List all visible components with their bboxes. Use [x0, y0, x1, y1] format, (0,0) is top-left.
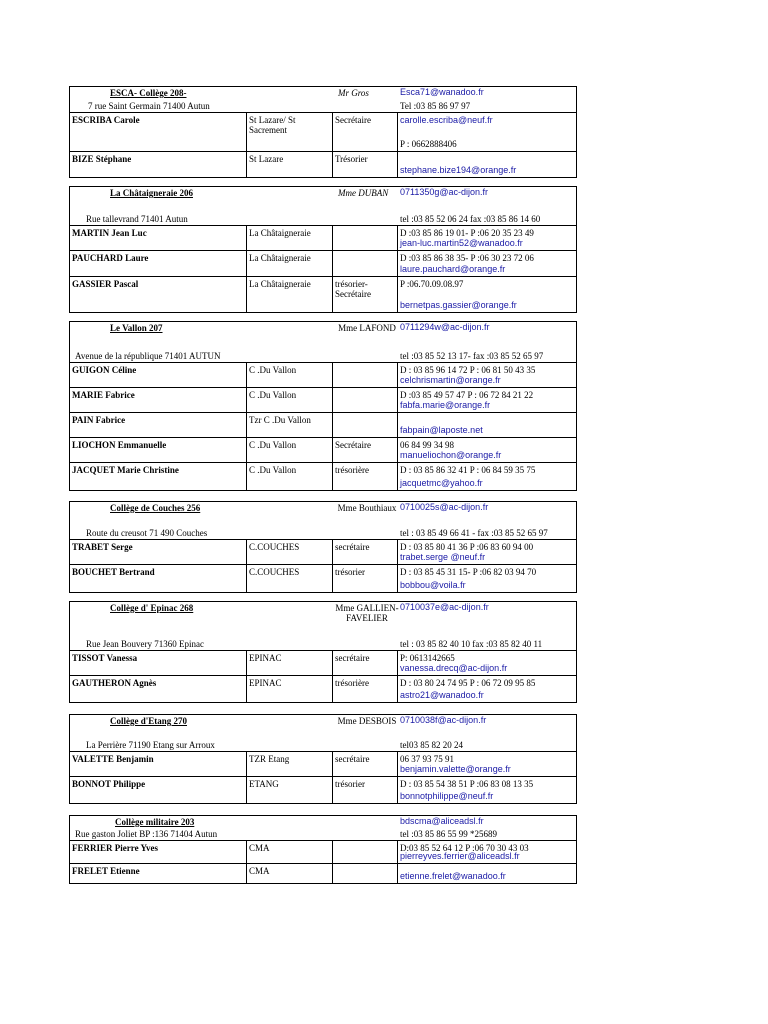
column-divider: [397, 651, 398, 675]
member-row: [70, 864, 576, 883]
column-divider: [332, 438, 333, 462]
college-phone: tel :03 85 52 06 24 fax :03 85 86 14 60: [400, 214, 541, 224]
member-name: FRELET Etienne: [72, 866, 140, 876]
college-address: Rue Jean Bouvery 71360 Epinac: [86, 639, 204, 649]
college-title: Collège d' Epinac 268: [110, 603, 194, 613]
member-row: [70, 388, 576, 413]
college-email[interactable]: 0710038f@ac-dijon.fr: [400, 715, 487, 725]
member-contact: D:03 85 52 64 12 P :06 70 30 43 03: [400, 843, 529, 853]
member-contact-2[interactable]: astro21@wanadoo.fr: [400, 690, 484, 700]
college-email[interactable]: 0711350g@ac-dijon.fr: [400, 187, 489, 197]
column-divider: [397, 676, 398, 702]
member-contact[interactable]: carolle.escriba@neuf.fr: [400, 115, 493, 125]
member-name: MARTIN Jean Luc: [72, 228, 147, 238]
column-divider: [246, 226, 247, 250]
member-school: St Lazare: [249, 154, 284, 164]
member-row: [70, 438, 576, 463]
member-role: Secrétaire: [335, 115, 371, 125]
column-divider: [397, 540, 398, 564]
member-contact-2[interactable]: fabfa.marie@orange.fr: [400, 400, 491, 410]
column-divider: [246, 463, 247, 490]
principal-name: Mme DESBOIS: [337, 716, 397, 726]
column-divider: [246, 841, 247, 863]
column-divider: [246, 676, 247, 702]
member-contact: D : 03 85 54 38 51 P :06 83 08 13 35: [400, 779, 534, 789]
member-row: [70, 363, 576, 388]
member-contact-2: P : 0662888406: [400, 139, 457, 149]
college-block: [69, 86, 577, 178]
column-divider: [332, 676, 333, 702]
member-name: MARIE Fabrice: [72, 390, 135, 400]
member-contact: D : 03 85 45 31 15- P :06 82 03 94 70: [400, 567, 537, 577]
member-name: BONNOT Philippe: [72, 779, 146, 789]
member-contact-2[interactable]: vanessa.drecq@ac-dijon.fr: [400, 663, 508, 673]
principal-name: Mr Gros: [338, 88, 369, 98]
member-name: TISSOT Vanessa: [72, 653, 138, 663]
column-divider: [397, 565, 398, 592]
member-contact[interactable]: etienne.frelet@wanadoo.fr: [400, 871, 506, 881]
college-address: Rue gaston Joliet BP :136 71404 Autun: [75, 829, 218, 839]
column-divider: [246, 152, 247, 177]
member-school: ETANG: [249, 779, 279, 789]
member-name: BOUCHET Bertrand: [72, 567, 155, 577]
member-contact-2[interactable]: bobbou@voila.fr: [400, 580, 466, 590]
column-divider: [246, 540, 247, 564]
college-phone: tel :03 85 52 13 17- fax :03 85 52 65 97: [400, 351, 544, 361]
member-contact-2[interactable]: bonnotphilippe@neuf.fr: [400, 791, 494, 801]
member-contact-2[interactable]: bernetpas.gassier@orange.fr: [400, 300, 517, 310]
member-contact-2[interactable]: jacquetmc@yahoo.fr: [400, 478, 483, 488]
member-contact-2[interactable]: manueliochon@orange.fr: [400, 450, 502, 460]
member-name: PAUCHARD Laure: [72, 253, 149, 263]
member-name: VALETTE Benjamin: [72, 754, 154, 764]
college-email[interactable]: 0711294w@ac-dijon.fr: [400, 322, 490, 332]
member-row: [70, 565, 576, 592]
principal-name: Mme LAFOND: [338, 323, 396, 333]
college-header: [70, 816, 576, 841]
column-divider: [246, 752, 247, 776]
member-role: secrétaire: [335, 542, 370, 552]
column-divider: [332, 226, 333, 250]
college-address: La Perrière 71190 Etang sur Arroux: [86, 740, 215, 750]
member-contact: D :03 85 49 57 47 P : 06 72 84 21 22: [400, 390, 534, 400]
member-school: La Châtaigneraie: [249, 279, 311, 289]
column-divider: [332, 277, 333, 312]
column-divider: [332, 841, 333, 863]
column-divider: [397, 752, 398, 776]
college-header: [70, 715, 576, 752]
member-school: C .Du Vallon: [249, 390, 297, 400]
college-address: Rue tallevrand 71401 Autun: [86, 214, 188, 224]
member-row: [70, 777, 576, 803]
member-school: EPINAC: [249, 678, 282, 688]
member-row: [70, 463, 576, 490]
member-row: [70, 152, 576, 177]
college-address: Avenue de la république 71401 AUTUN: [75, 351, 221, 361]
member-school: La Châtaigneraie: [249, 228, 311, 238]
member-role: trésorier: [335, 779, 365, 789]
member-role: trésorier: [335, 567, 365, 577]
member-name: PAIN Fabrice: [72, 415, 126, 425]
college-email[interactable]: Esca71@wanadoo.fr: [400, 87, 484, 97]
column-divider: [246, 777, 247, 803]
member-row: [70, 277, 576, 312]
member-name: GASSIER Pascal: [72, 279, 139, 289]
member-contact[interactable]: fabpain@laposte.net: [400, 425, 483, 435]
column-divider: [332, 864, 333, 883]
member-contact-2[interactable]: celchrismartin@orange.fr: [400, 375, 501, 385]
member-name: GAUTHERON Agnès: [72, 678, 157, 688]
member-role: secrétaire: [335, 653, 370, 663]
member-contact: D :03 85 86 19 01- P :06 20 35 23 49: [400, 228, 534, 238]
column-divider: [397, 152, 398, 177]
member-contact-2[interactable]: trabet.serge @neuf.fr: [400, 552, 486, 562]
college-block: [69, 321, 577, 491]
column-divider: [332, 413, 333, 437]
member-school: C .Du Vallon: [249, 465, 297, 475]
column-divider: [397, 438, 398, 462]
college-phone: tel03 85 82 20 24: [400, 740, 463, 750]
member-contact: D :03 85 86 38 35- P :06 30 23 72 06: [400, 253, 534, 263]
member-role: trésorier-Secrétaire: [335, 279, 371, 299]
college-title: La Châtaigneraie 206: [110, 188, 193, 198]
member-name: LIOCHON Emmanuelle: [72, 440, 167, 450]
column-divider: [397, 463, 398, 490]
college-phone: tel : 03 85 82 40 10 fax :03 85 82 40 11: [400, 639, 543, 649]
member-school: TZR Etang: [249, 754, 290, 764]
member-row: [70, 413, 576, 438]
college-email[interactable]: 0710037e@ac-dijon.fr: [400, 602, 489, 612]
column-divider: [332, 540, 333, 564]
college-phone: tel :03 85 86 55 99 *25689: [400, 829, 497, 839]
college-block: [69, 815, 577, 884]
member-role: trésorière: [335, 678, 369, 688]
column-divider: [397, 841, 398, 863]
column-divider: [397, 363, 398, 387]
column-divider: [332, 388, 333, 412]
column-divider: [332, 752, 333, 776]
college-header: [70, 322, 576, 363]
column-divider: [246, 651, 247, 675]
member-school: C.COUCHES: [249, 567, 300, 577]
column-divider: [332, 651, 333, 675]
column-divider: [332, 463, 333, 490]
column-divider: [332, 113, 333, 151]
college-email[interactable]: 0710025s@ac-dijon.fr: [400, 502, 489, 512]
member-school: St Lazare/ St Sacrement: [249, 115, 296, 135]
column-divider: [397, 113, 398, 151]
college-phone: Tel :03 85 86 97 97: [400, 101, 471, 111]
member-role: Secrétaire: [335, 440, 371, 450]
college-title: Collège militaire 203: [115, 817, 195, 827]
member-contact: D : 03 85 86 32 41 P : 06 84 59 35 75: [400, 465, 536, 475]
member-name: ESCRIBA Carole: [72, 115, 140, 125]
member-contact: P: 0613142665: [400, 653, 455, 663]
member-row: [70, 676, 576, 702]
college-title: ESCA- Collège 208-: [110, 88, 187, 98]
college-address: Route du creusot 71 490 Couches: [86, 528, 208, 538]
member-name: BIZE Stéphane: [72, 154, 132, 164]
member-school: EPINAC: [249, 653, 282, 663]
member-role: trésorière: [335, 465, 369, 475]
college-title: Collège de Couches 256: [110, 503, 201, 513]
college-header: [70, 502, 576, 540]
column-divider: [246, 413, 247, 437]
member-contact: 06 84 99 34 98: [400, 440, 454, 450]
column-divider: [397, 277, 398, 312]
member-contact[interactable]: stephane.bize194@orange.fr: [400, 165, 517, 175]
column-divider: [397, 777, 398, 803]
principal-name: Mme Bouthiaux: [337, 503, 397, 513]
college-block: [69, 601, 577, 703]
college-block: [69, 714, 577, 804]
member-school: C .Du Vallon: [249, 365, 297, 375]
column-divider: [246, 113, 247, 151]
column-divider: [246, 864, 247, 883]
member-school: C .Du Vallon: [249, 440, 297, 450]
column-divider: [246, 388, 247, 412]
member-contact: D : 03 85 80 41 36 P :06 83 60 94 00: [400, 542, 534, 552]
column-divider: [397, 413, 398, 437]
column-divider: [246, 251, 247, 276]
column-divider: [332, 777, 333, 803]
member-contact-2[interactable]: jean-luc.martin52@wanadoo.fr: [400, 238, 523, 248]
column-divider: [246, 438, 247, 462]
column-divider: [246, 565, 247, 592]
member-name: FERRIER Pierre Yves: [72, 843, 158, 853]
college-email[interactable]: bdscma@aliceadsl.fr: [400, 816, 484, 826]
column-divider: [332, 152, 333, 177]
column-divider: [332, 363, 333, 387]
member-row: [70, 251, 576, 277]
member-row: [70, 651, 576, 676]
member-name: JACQUET Marie Christine: [72, 465, 179, 475]
college-block: [69, 186, 577, 313]
college-title: Le Vallon 207: [110, 323, 163, 333]
member-row: [70, 113, 576, 152]
college-block: [69, 501, 577, 593]
college-header: [70, 187, 576, 226]
college-header: [70, 602, 576, 651]
column-divider: [397, 251, 398, 276]
member-school: C.COUCHES: [249, 542, 300, 552]
member-contact: D : 03 85 96 14 72 P : 06 81 50 43 35: [400, 365, 536, 375]
college-address: 7 rue Saint Germain 71400 Autun: [88, 101, 210, 111]
member-role: Trésorier: [335, 154, 368, 164]
member-name: GUIGON Céline: [72, 365, 137, 375]
principal-name: Mme DUBAN: [338, 188, 389, 198]
column-divider: [397, 226, 398, 250]
college-title: Collège d'Etang 270: [110, 716, 188, 726]
column-divider: [397, 388, 398, 412]
member-contact: D : 03 80 24 74 95 P : 06 72 09 95 85: [400, 678, 536, 688]
member-row: [70, 841, 576, 864]
member-contact-2[interactable]: benjamin.valette@orange.fr: [400, 764, 511, 774]
member-role: secrétaire: [335, 754, 370, 764]
member-name: TRABET Serge: [72, 542, 133, 552]
column-divider: [246, 363, 247, 387]
member-row: [70, 752, 576, 777]
member-row: [70, 540, 576, 565]
column-divider: [332, 565, 333, 592]
member-row: [70, 226, 576, 251]
column-divider: [246, 277, 247, 312]
member-contact: 06 37 93 75 91: [400, 754, 454, 764]
member-contact: P :06.70.09.08.97: [400, 279, 464, 289]
member-school: CMA: [249, 843, 270, 853]
column-divider: [397, 864, 398, 883]
member-contact-2[interactable]: laure.pauchard@orange.fr: [400, 264, 506, 274]
member-school: CMA: [249, 866, 270, 876]
college-header: [70, 87, 576, 113]
college-phone: tel : 03 85 49 66 41 - fax :03 85 52 65 97: [400, 528, 548, 538]
principal-name: Mme GALLIEN-FAVELIER: [335, 603, 399, 623]
column-divider: [332, 251, 333, 276]
member-school: Tzr C .Du Vallon: [249, 415, 311, 425]
member-school: La Châtaigneraie: [249, 253, 311, 263]
member-contact-2[interactable]: pierreyves.ferrier@aliceadsl.fr: [400, 851, 520, 861]
